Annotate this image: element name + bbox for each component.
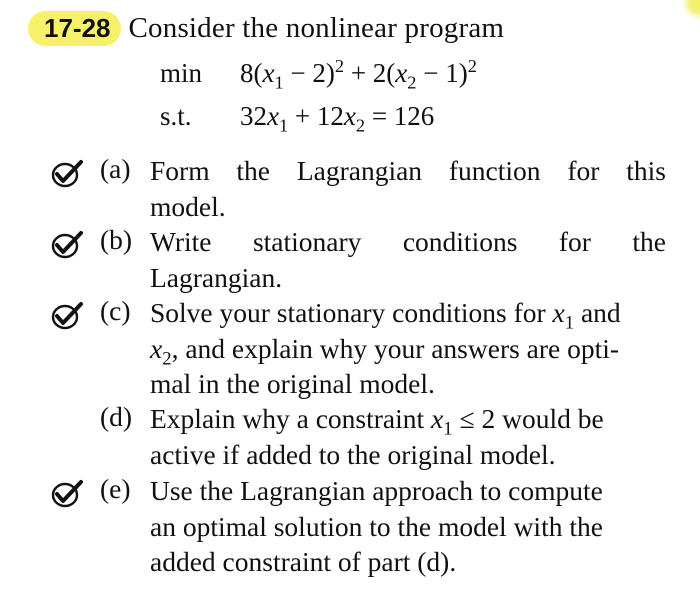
word: this: [626, 155, 666, 186]
part-line: Use the Lagrangian approach to compute: [150, 475, 603, 506]
word: stationary: [252, 226, 362, 257]
text: would be: [495, 403, 604, 434]
part-label: (a): [100, 153, 131, 184]
word: the: [632, 226, 666, 257]
part-line: Solve your stationary conditions for $x_1$ and: [150, 297, 621, 334]
word: the: [236, 155, 271, 186]
objective-label: min: [160, 58, 203, 88]
part-label: (d): [100, 401, 133, 432]
part-line: model.: [150, 190, 226, 222]
problem-title: Consider the nonlinear program: [128, 11, 505, 44]
check-circle-icon: [50, 159, 84, 189]
word: for: [567, 155, 600, 186]
part-line: mal in the original model.: [150, 368, 435, 399]
part-line: Explain why a constraint $x_1 \le 2$ would be: [150, 403, 604, 440]
part-text: [150, 295, 666, 402]
problem-header: [28, 8, 504, 48]
check-circle-icon: [50, 301, 84, 331]
text: , and explain why your answers are opti-: [171, 332, 620, 364]
constraint-label: s.t.: [160, 101, 192, 131]
part-label: (b): [100, 224, 133, 255]
constraint-row: [160, 101, 435, 136]
part-text: [150, 153, 666, 224]
word: conditions: [402, 226, 518, 257]
part-text: [150, 401, 666, 472]
objective-expression: $8(x_1 - 2)^2 + 2(x_2 - 1)^2$: [240, 56, 477, 93]
problem-number: 17-28: [28, 11, 121, 46]
part-line: an optimal solution to the model with the: [150, 510, 603, 542]
part-line: [150, 153, 666, 189]
word: function: [448, 155, 541, 186]
part-line: active if added to the original model.: [150, 438, 556, 470]
part-label: (c): [100, 295, 131, 326]
part-line: added constraint of part (d).: [150, 546, 457, 577]
word: for: [558, 226, 591, 257]
text: Solve your stationary conditions for: [150, 297, 553, 328]
text: Explain why a constraint: [150, 403, 432, 434]
part-text: [150, 224, 666, 295]
word: Lagrangian: [296, 155, 423, 186]
objective-row: [160, 56, 477, 93]
check-circle-icon: [50, 479, 84, 509]
word: Form: [150, 155, 210, 186]
part-text: [150, 473, 666, 580]
part-line: Lagrangian.: [150, 261, 283, 293]
edge-highlight: [686, 0, 700, 16]
part-label: (e): [100, 473, 131, 504]
word: Write: [150, 226, 212, 257]
part-line: [150, 224, 666, 260]
part-line: $x_2$, and explain why your answers are opti-: [150, 332, 620, 369]
check-circle-icon: [50, 230, 84, 260]
text: and: [574, 297, 621, 328]
constraint-expression: $32x_1 + 12x_2 = 126$: [240, 101, 435, 136]
